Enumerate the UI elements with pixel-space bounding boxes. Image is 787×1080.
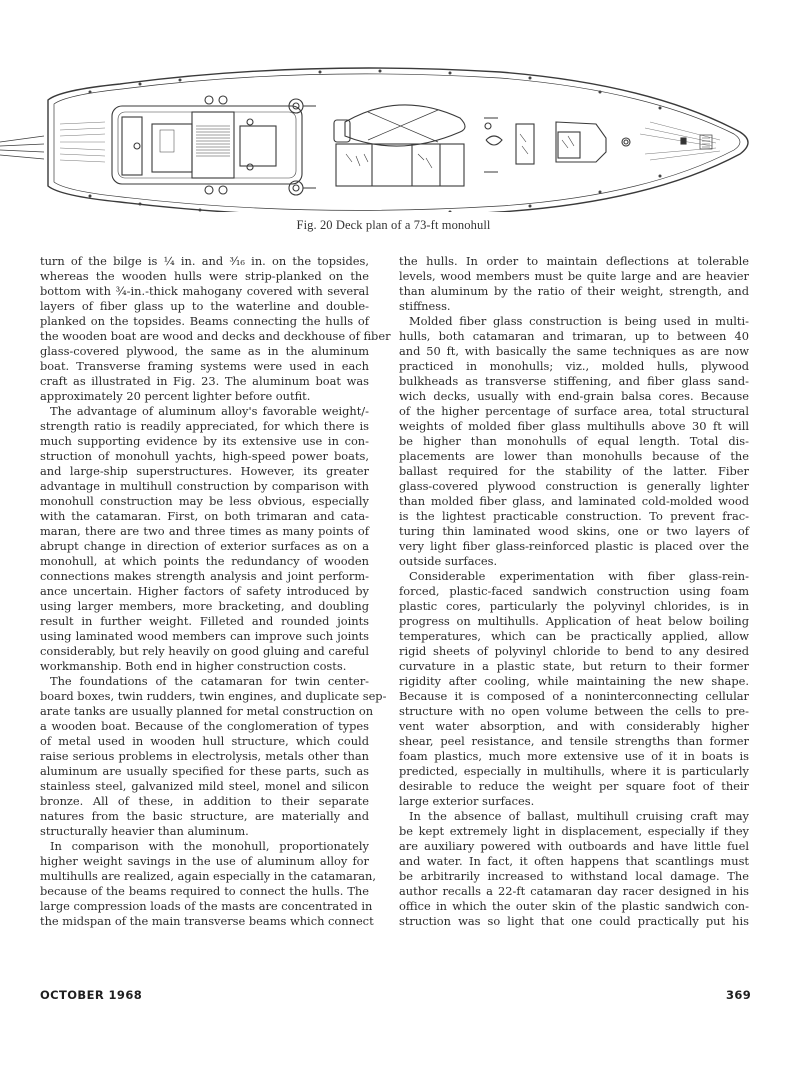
text-line: hulls, both catamaran and trimaran, up to between 40 xyxy=(399,329,749,343)
text-line: temperatures, which can be practically applied, allow xyxy=(399,629,749,643)
text-line: predicted, especially in multihulls, where it is particularly xyxy=(399,764,749,778)
text-line: layers of fiber glass up to the waterline and double- xyxy=(40,299,369,313)
text-line: than molded fiber glass, and laminated cold-molded wood xyxy=(399,494,749,508)
text-line: and large-ship superstructures. However, its greater xyxy=(40,464,369,478)
text-line: The advantage of aluminum alloy's favorable weight/- xyxy=(50,404,369,418)
text-line: be kept extremely light in displacement, especially if they xyxy=(399,824,749,838)
text-line: ance uncertain. Higher factors of safety introduced by xyxy=(40,584,369,598)
text-line: the hulls. In order to maintain deflections at tolerable xyxy=(399,254,749,268)
text-line: the wooden boat are wood and decks and deckhouse of fiber xyxy=(40,329,391,343)
text-line: curvature in a plastic state, but return to their former xyxy=(399,659,749,673)
text-line: In comparison with the monohull, proportionately xyxy=(50,839,369,853)
text-line: large compression loads of the masts are concentrated in xyxy=(40,899,373,913)
deck-plan-drawing xyxy=(0,62,787,212)
text-line: Because it is composed of a noninterconnecting cellular xyxy=(399,689,749,703)
text-line: is the lightest practicable construction. To prevent frac- xyxy=(399,509,749,523)
text-line: raise serious problems in electrolysis, metals other than xyxy=(40,749,369,763)
text-line: desirable to reduce the weight per square foot of their xyxy=(399,779,749,793)
figure-caption: Fig. 20 Deck plan of a 73-ft monohull xyxy=(296,218,491,232)
text-line: using larger members, more bracketing, and doubling xyxy=(40,599,369,613)
text-line: board boxes, twin rudders, twin engines, and duplicate sep- xyxy=(40,689,387,703)
text-line: bulkheads as transverse stiffening, and fiber glass sand- xyxy=(399,374,749,388)
text-line: The foundations of the catamaran for twin center- xyxy=(50,674,369,688)
text-line: much supporting evidence by its extensive use in con- xyxy=(40,434,369,448)
text-line: of the higher percentage of surface area, total structural xyxy=(399,404,749,418)
text-line: craft as illustrated in Fig. 23. The aluminum boat was xyxy=(40,374,369,388)
text-line: maran, there are two and three times as many points of xyxy=(40,524,369,538)
text-line: placements are lower than monohulls because of the xyxy=(399,449,749,463)
text-line: glass-covered plywood, the same as in the aluminum xyxy=(40,344,369,358)
text-line: bottom with ¾-in.-thick mahogany covered with several xyxy=(40,284,369,298)
text-line: shear, peel resistance, and tensile strengths than former xyxy=(399,734,749,748)
text-column-left xyxy=(40,254,391,929)
text-line: connections makes strength analysis and joint perform- xyxy=(40,569,369,583)
text-line: large exterior surfaces. xyxy=(399,794,535,808)
text-line: glass-covered plywood construction is generally lighter xyxy=(399,479,749,493)
text-line: be higher than monohulls of equal length. Total dis- xyxy=(399,434,749,448)
text-line: structure with no open volume between the cells to pre- xyxy=(399,704,749,718)
text-line: strength ratio is readily appreciated, for which there is xyxy=(40,419,369,433)
text-line: forced, plastic-faced sandwich construction using foam xyxy=(399,584,749,598)
text-line: monohull construction may be less obvious, especially xyxy=(40,494,369,508)
text-line: using laminated wood members can improve such joints xyxy=(40,629,369,643)
text-line: plastic cores, particularly the polyvinyl chlorides, is in xyxy=(399,599,749,613)
text-line: Considerable experimentation with fiber glass-rein- xyxy=(409,569,749,583)
text-line: office in which the outer skin of the plastic sandwich con- xyxy=(399,899,749,913)
text-line: vent water absorption, and with considerably higher xyxy=(399,719,749,733)
footer-date: OCTOBER 1968 xyxy=(40,988,143,1002)
text-line: whereas the wooden hulls were strip-planked on the xyxy=(40,269,369,283)
text-line: natures from the basic structure, are materially and xyxy=(40,809,369,823)
text-line: foam plastics, much more extensive use of it in boats is xyxy=(399,749,749,763)
text-line: very light fiber glass-reinforced plastic is placed over the xyxy=(399,539,749,553)
text-line: with the catamaran. First, on both trimaran and cata- xyxy=(40,509,369,523)
text-line: stainless steel, galvanized mild steel, monel and silicon xyxy=(40,779,369,793)
text-line: planked on the topsides. Beams connecting the hulls of xyxy=(40,314,369,328)
text-line: approximately 20 percent lighter before outfit. xyxy=(40,389,311,403)
text-line: progress on multihulls. Application of heat below boiling xyxy=(399,614,749,628)
text-column-right xyxy=(399,254,749,929)
text-line: and water. In fact, it often happens that scantlings must xyxy=(399,854,749,868)
text-line: are auxiliary powered with outboards and have little fuel xyxy=(399,839,749,853)
text-line: structurally heavier than aluminum. xyxy=(40,824,249,838)
text-line: multihulls are realized, again especially in the catamaran, xyxy=(40,869,377,883)
text-line: rigidity after cooling, while maintaining the new shape. xyxy=(399,674,749,688)
text-line: of metal used in wooden hull structure, which could xyxy=(40,734,369,748)
text-line: a wooden boat. Because of the conglomeration of types xyxy=(40,719,369,733)
text-line: be arbitrarily increased to withstand local damage. The xyxy=(399,869,749,883)
text-line: author recalls a 22-ft catamaran day racer designed in his xyxy=(399,884,749,898)
text-line: practiced in monohulls; viz., molded hulls, plywood xyxy=(399,359,749,373)
text-line: levels, wood members must be quite large and are heavier xyxy=(399,269,749,283)
text-line: stiffness. xyxy=(399,299,451,313)
text-line: abrupt change in direction of exterior surfaces as on a xyxy=(40,539,369,553)
text-line: boat. Transverse framing systems were used in each xyxy=(40,359,369,373)
text-line: outside surfaces. xyxy=(399,554,498,568)
text-line: higher weight savings in the use of aluminum alloy for xyxy=(40,854,369,868)
deck-plan-figure xyxy=(0,62,787,212)
text-line: advantage in multihull construction by comparison with xyxy=(40,479,369,493)
text-line: the midspan of the main transverse beams which connect xyxy=(40,914,374,928)
text-line: Molded fiber glass construction is being used in multi- xyxy=(409,314,749,328)
text-line: turn of the bilge is ¼ in. and ³⁄₁₆ in. on the topsides, xyxy=(40,254,369,268)
text-line: considerably, but rely heavily on good gluing and careful xyxy=(40,644,369,658)
text-line: workmanship. Both end in higher construction costs. xyxy=(40,659,347,673)
text-line: because of the beams required to connect the hulls. The xyxy=(40,884,369,898)
page-number: 369 xyxy=(726,988,752,1002)
text-line: struction was so light that one could practically put his xyxy=(399,914,749,928)
text-line: bronze. All of these, in addition to their separate xyxy=(40,794,369,808)
text-line: aluminum are usually specified for these parts, such as xyxy=(40,764,369,778)
text-line: turing thin laminated wood skins, one or two layers of xyxy=(399,524,749,538)
text-line: monohull, at which points the redundancy of wooden xyxy=(40,554,369,568)
text-line: result in further weight. Filleted and rounded joints xyxy=(40,614,369,628)
text-line: rigid sheets of polyvinyl chloride to bend to any desired xyxy=(399,644,749,658)
text-line: weights of molded fiber glass multihulls above 30 ft will xyxy=(399,419,749,433)
text-line: and 50 ft, with basically the same techniques as are now xyxy=(399,344,749,358)
text-line: struction of monohull yachts, high-speed power boats, xyxy=(40,449,369,463)
text-line: than aluminum by the ratio of their weight, strength, and xyxy=(399,284,749,298)
text-line: ballast required for the stability of the latter. Fiber xyxy=(399,464,749,478)
text-line: In the absence of ballast, multihull cruising craft may xyxy=(409,809,749,823)
text-line: wich decks, usually with end-grain balsa cores. Because xyxy=(399,389,749,403)
text-line: arate tanks are usually planned for metal construction on xyxy=(40,704,374,718)
